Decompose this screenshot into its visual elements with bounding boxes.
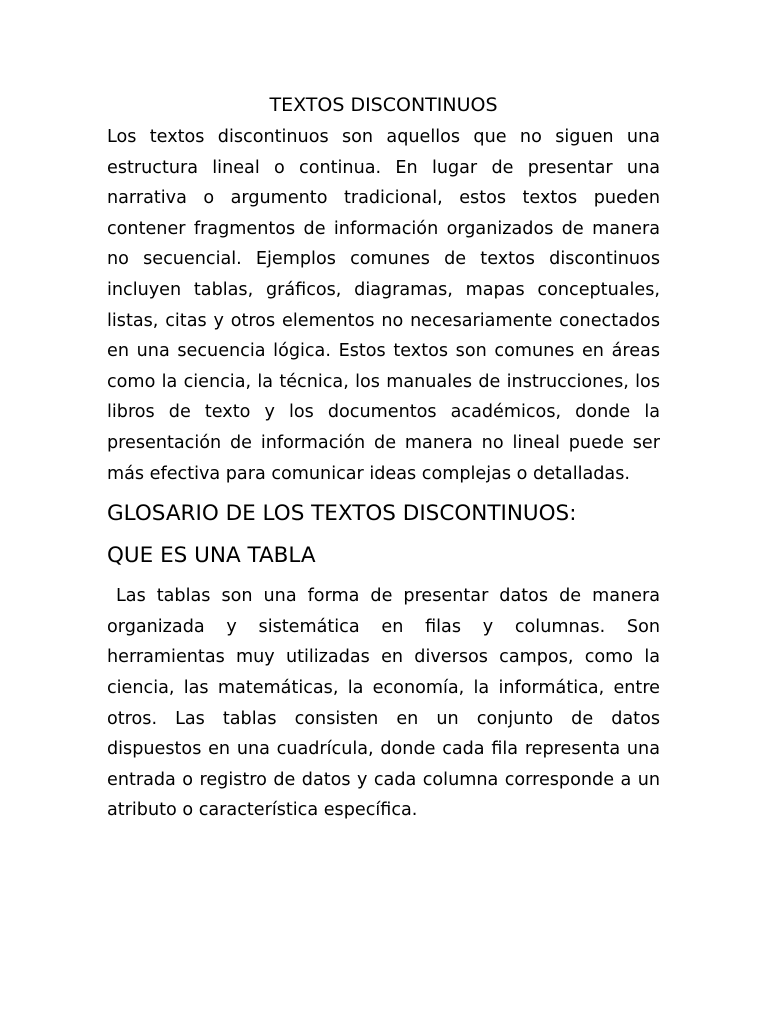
- table-heading: QUE ES UNA TABLA: [107, 543, 316, 569]
- table-paragraph: Las tablas son una forma de presentar datos de manera organizada y sistemática en filas y columnas. Son herramientas muy utilizadas en diversos campos, como la ciencia, las matemáticas, la economía, la informática, entre otros. Las tablas consisten en un conjunto de datos dispuestos en una cuadrícula, donde cada fila representa una entrada o registro de datos y cada columna corresponde a un atributo o característica específica.: [107, 586, 660, 821]
- intro-paragraph: Los textos discontinuos son aquellos que no siguen una estructura lineal o continua. En lugar de presentar una narrativa o argumento tradicional, estos textos pueden contener fragmentos de información organizados de manera no secuencial. Ejemplos comunes de textos discontinuos incluyen tablas, gráficos, diagramas, mapas conceptuales, listas, citas y otros elementos no necesariamente conectados en una secuencia lógica. Estos textos son comunes en áreas como la ciencia, la técnica, los manuales de instrucciones, los libros de texto y los documentos académicos, donde la presentación de información de manera no lineal puede ser más efectiva para comunicar ideas complejas o detalladas.: [107, 127, 660, 484]
- document-page: [107, 90, 660, 826]
- glossary-heading: GLOSARIO DE LOS TEXTOS DISCONTINUOS:: [107, 501, 577, 527]
- document-title: TEXTOS DISCONTINUOS: [269, 94, 498, 116]
